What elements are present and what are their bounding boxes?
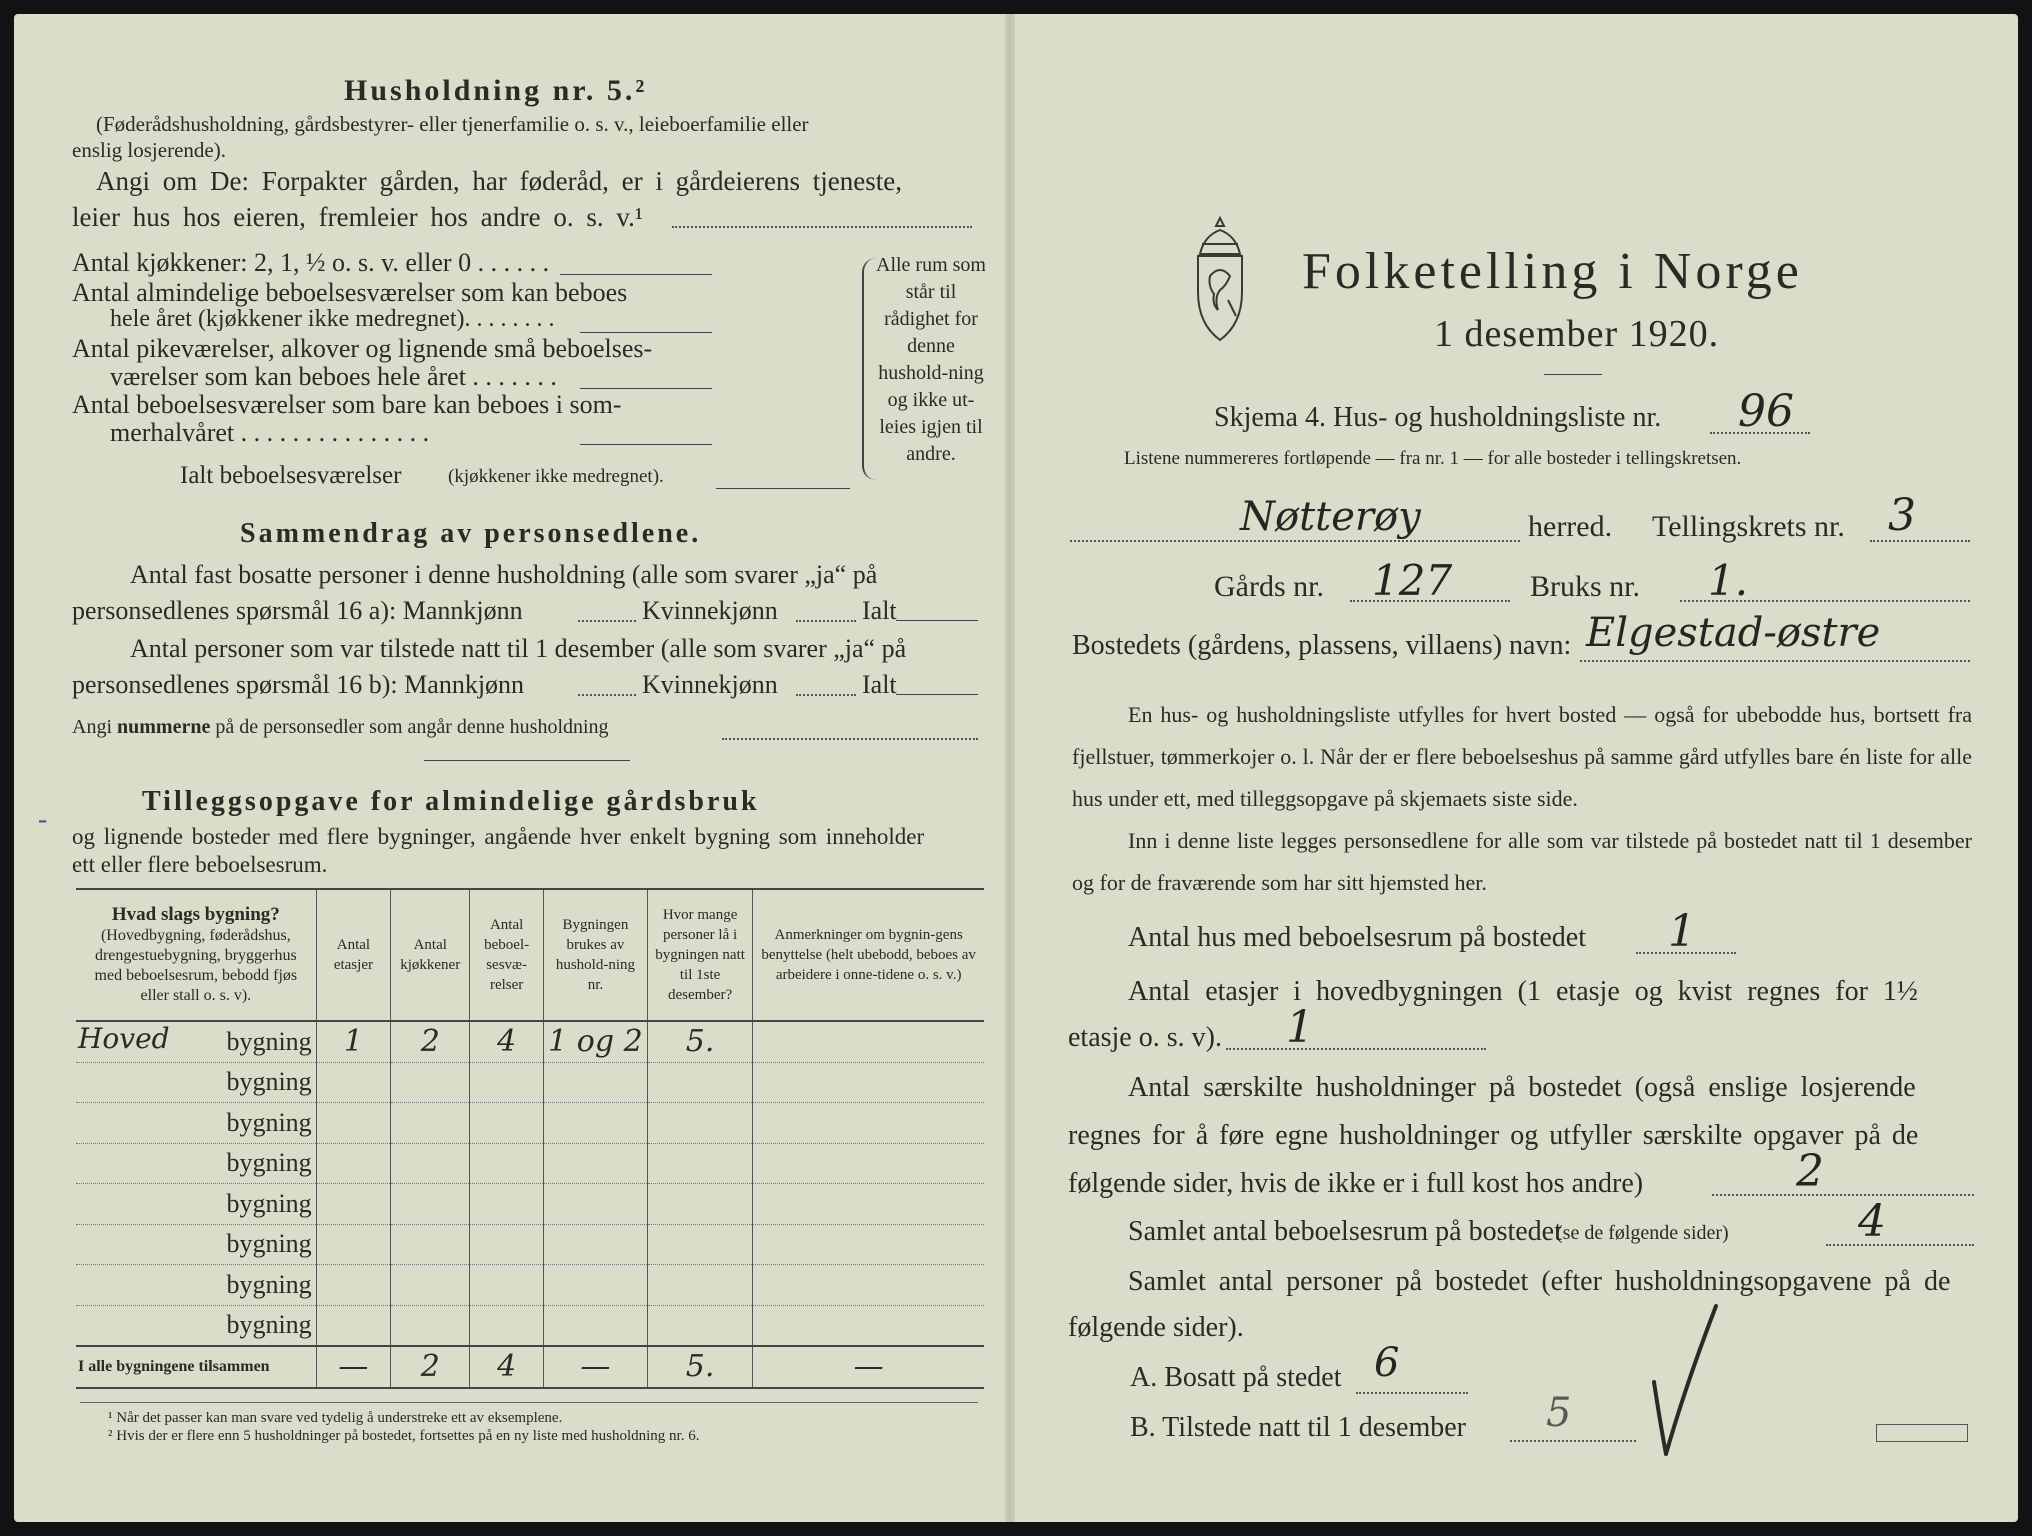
angi-nummer-bold: nummerne [117,716,211,738]
summary-2-men-line[interactable] [578,694,636,696]
skjema-number-line [1710,432,1810,434]
cell-rooms[interactable] [470,1224,544,1265]
cell-floors[interactable] [316,1103,390,1144]
q-rum-line [1826,1244,1974,1246]
row-label [76,1305,316,1346]
cell-household[interactable]: 1 og 2 [543,1021,647,1062]
cell-kitchens[interactable] [391,1305,470,1346]
cell-persons[interactable] [647,1103,752,1144]
herred-line [1070,540,1520,542]
cell-floors[interactable]: 1 [316,1021,390,1062]
building-name[interactable]: Hoved [78,1022,170,1055]
angi-nummer-line[interactable] [722,738,978,740]
table-row[interactable] [76,1224,984,1265]
summer-rooms-answer-line[interactable] [580,444,712,445]
ordinary-rooms-label-2: hele året (kjøkkener ikke medregnet). . . . . . . . [110,306,555,332]
total-floors[interactable]: — [316,1346,390,1388]
building-word: bygning [226,1188,312,1218]
cell-household[interactable] [543,1103,647,1144]
cell-kitchens[interactable] [391,1143,470,1184]
angi-line-2: leier hus hos eieren, fremleier hos andre o. s. v.¹ [72,202,643,232]
instruction-paragraph-2: Inn i denne liste legges personsedlene for alle som var tilstede på bostedet natt til 1 desember og for de fraværende som har sitt hjemsted her. [1072,828,1972,895]
cell-persons[interactable] [647,1265,752,1306]
building-word: bygning [226,1026,312,1056]
cell-floors[interactable] [316,1265,390,1306]
q-etasjer-value[interactable]: 1 [1286,1002,1314,1053]
col-building-type-title: Hvad slags bygning? [111,903,280,925]
table-row[interactable] [76,1021,984,1062]
cell-persons[interactable] [647,1224,752,1265]
gards-line [1350,600,1510,602]
q-rum-label: Samlet antal beboelsesrum på bostedet [1128,1216,1562,1247]
cell-rooms[interactable] [470,1143,544,1184]
cell-floors[interactable] [316,1305,390,1346]
a-label: A. Bosatt på stedet [1130,1362,1342,1393]
gards-label: Gårds nr. [1214,570,1324,603]
q-pers-label-1: Samlet antal personer på bostedet (efter husholdningsopgavene på de [1128,1266,1951,1297]
bruks-value[interactable]: 1. [1708,556,1749,605]
building-word: bygning [226,1310,312,1340]
q-hush-label-2: regnes for å føre egne husholdninger og utfyller særskilte opgaver på de [1068,1120,1919,1151]
cell-rooms[interactable] [470,1305,544,1346]
page-fold [1005,14,1015,1522]
footnote-2: ² Hvis der er flere enn 5 husholdninger på bostedet, fortsettes på en ny liste med husholdning nr. 6. [108,1428,700,1444]
a-value[interactable]: 6 [1374,1340,1400,1386]
rooms-brace [862,258,876,480]
row-label [76,1265,316,1306]
summary-1-total-label: Ialt [862,596,897,625]
listene-note: Listene nummereres fortløpende — fra nr. 1 — for alle bosteder i tellingskretsen. [1124,448,1742,469]
cell-kitchens[interactable] [391,1184,470,1225]
row-label [76,1062,316,1103]
household-heading: Husholdning nr. 5.² [344,74,648,107]
table-row[interactable] [76,1305,984,1346]
angi-nummer-label-2: på de personsedler som angår denne husholdning [215,716,609,738]
summary-line-2b: personsedlenes spørsmål 16 b): Mannkjønn [72,670,525,699]
q-pers-label-2: følgende sider). [1068,1312,1244,1343]
total-rooms-note: (kjøkkener ikke medregnet). [448,466,664,487]
total-remarks[interactable]: — [753,1346,984,1388]
ordinary-rooms-answer-line[interactable] [580,332,712,333]
building-word: bygning [226,1269,312,1299]
maid-rooms-answer-line[interactable] [580,388,712,389]
q-hus-line [1636,952,1736,954]
total-kitchens[interactable]: 2 [391,1346,470,1388]
intro-note-1: (Føderådshusholdning, gårdsbestyrer- eller tjenerfamilie o. s. v., leieboerfamilie eller [96,112,809,136]
maid-rooms-label-2: værelser som kan beboes hele året . . . . . . . [110,362,557,391]
total-persons[interactable]: 5. [647,1346,752,1388]
section-divider [424,760,630,761]
summary-line-1b: personsedlenes spørsmål 16 a): Mannkjønn [72,596,523,625]
table-row[interactable] [76,1184,984,1225]
col-rooms: Antal beboel-sesvæ-relser [470,889,544,1021]
herred-label: herred. [1528,510,1613,543]
cell-floors[interactable] [316,1224,390,1265]
total-rooms-answer-line[interactable] [716,488,850,489]
bosted-line [1580,660,1970,662]
herred-value[interactable]: Nøtterøy [1240,494,1421,540]
q-etasjer-label-2: etasje o. s. v). [1068,1022,1222,1053]
footnote-divider [80,1402,978,1403]
q-rum-value[interactable]: 4 [1858,1196,1886,1247]
angi-answer-line[interactable] [672,226,972,228]
tillegg-line-1: og lignende bosteder med flere bygninger, angående hver enkelt bygning som inneholder [72,824,925,849]
cell-remarks[interactable] [753,1062,984,1103]
col-household: Bygningen brukes av hushold-ning nr. [543,889,647,1021]
a-line [1356,1392,1468,1394]
skjema-number[interactable]: 96 [1738,386,1794,437]
col-building-type-sub: (Hovedbygning, føderådshus, drengestuebygning, bryggerhus med beboelsesrum, bebodd fjøs eller stall o. s. v). [94,926,298,1004]
cell-household[interactable] [543,1305,647,1346]
cell-floors[interactable] [316,1143,390,1184]
cell-persons[interactable] [647,1184,752,1225]
cell-household[interactable] [543,1143,647,1184]
summer-rooms-label-2: merhalvåret . . . . . . . . . . . . . . . [110,418,430,447]
coat-of-arms-icon [1178,214,1262,350]
summary-2-total-label: Ialt [862,670,897,699]
ordinary-rooms-label-1: Antal almindelige beboelsesværelser som kan beboes [72,278,628,307]
check-mark-icon [1640,1300,1730,1470]
cell-remarks[interactable] [753,1103,984,1144]
kitchens-label: Antal kjøkkener: 2, 1, ½ o. s. v. eller 0 . . . . . . [72,248,550,277]
summary-1-women-line[interactable] [796,620,856,622]
col-remarks: Anmerkninger om bygnin-gens benyttelse (helt ubebodd, beboes av arbeidere i onne-tidene o. s. v.) [753,889,984,1021]
margin-mark: - [38,804,48,835]
summary-2-women-line[interactable] [796,694,856,696]
cell-rooms[interactable] [470,1062,544,1103]
summary-2-total-line[interactable] [896,694,978,695]
q-hush-label-1: Antal særskilte husholdninger på bostedet (også enslige losjerende [1128,1072,1916,1103]
krets-line [1870,540,1970,542]
cell-persons[interactable]: 5. [647,1021,752,1062]
gards-value[interactable]: 127 [1372,556,1453,605]
col-floors: Antal etasjer [316,889,390,1021]
col-persons: Hvor mange personer lå i bygningen natt til 1ste desember? [647,889,752,1021]
bruks-label: Bruks nr. [1530,570,1641,603]
title-divider [1544,374,1602,375]
q-hush-label-3: følgende sider, hvis de ikke er i full kost hos andre) [1068,1168,1644,1199]
cell-kitchens[interactable]: 2 [391,1021,470,1062]
rooms-side-note: Alle rum som står til rådighet for denne hushold-ning og ikke ut-leies igjen til andre. [876,254,986,465]
cell-rooms[interactable] [470,1103,544,1144]
row-label [76,1224,316,1265]
census-title: Folketelling i Norge [1302,243,1803,300]
table-row[interactable] [76,1265,984,1306]
col-kitchens: Antal kjøkkener [391,889,470,1021]
intro-note-2: enslig losjerende). [72,138,226,162]
cell-remarks[interactable] [753,1021,984,1062]
row-label [76,1103,316,1144]
bosted-value[interactable]: Elgestad-østre [1586,610,1881,656]
cell-persons[interactable] [647,1062,752,1103]
b-label: B. Tilstede natt til 1 desember [1130,1412,1466,1443]
q-hus-label: Antal hus med beboelsesrum på bostedet [1128,922,1587,953]
cell-persons[interactable] [647,1143,752,1184]
cell-remarks[interactable] [753,1265,984,1306]
skjema-label: Skjema 4. Hus- og husholdningsliste nr. [1214,402,1662,433]
cell-household[interactable] [543,1224,647,1265]
cell-remarks[interactable] [753,1224,984,1265]
building-word: bygning [226,1148,312,1178]
table-total-row[interactable] [76,1346,984,1388]
cell-rooms[interactable] [470,1184,544,1225]
bruks-line [1680,600,1970,602]
cell-floors[interactable] [316,1062,390,1103]
tillegg-heading: Tilleggsopgave for almindelige gårdsbruk [142,786,760,817]
cell-remarks[interactable] [753,1305,984,1346]
summary-1-men-line[interactable] [578,620,636,622]
row-label [76,1021,316,1062]
cell-rooms[interactable] [470,1265,544,1306]
q-hus-value[interactable]: 1 [1668,906,1696,957]
summary-heading: Sammendrag av personsedlene. [240,518,702,549]
maid-rooms-label-1: Antal pikeværelser, alkover og lignende små beboelses- [72,334,653,363]
summary-line-1a: Antal fast bosatte personer i denne husholdning (alle som svarer „ja“ på [130,560,878,589]
q-etasjer-label-1: Antal etasjer i hovedbygningen (1 etasje og kvist regnes for 1½ [1128,976,1918,1007]
cell-household[interactable] [543,1265,647,1306]
row-label [76,1143,316,1184]
total-label: I alle bygningene tilsammen [76,1346,316,1388]
angi-line-1: Angi om De: Forpakter gården, har føderåd, er i gårdeierens tjeneste, [96,166,902,196]
q-etasjer-line [1226,1048,1486,1050]
total-rooms-label: Ialt beboelsesværelser [180,462,402,489]
summary-1-women-label: Kvinnekjønn [642,596,778,625]
bosted-label: Bostedets (gårdens, plassens, villaens) navn: [1072,630,1572,661]
buildings-table [76,888,984,1389]
b-line [1510,1440,1636,1442]
summary-line-2a: Antal personer som var tilstede natt til 1 desember (alle som svarer „ja“ på [130,634,907,663]
table-row[interactable] [76,1103,984,1144]
cell-persons[interactable] [647,1305,752,1346]
summary-1-total-line[interactable] [896,620,978,621]
building-word: bygning [226,1229,312,1259]
q-rum-note: (se de følgende sider) [1556,1222,1729,1244]
b-value[interactable]: 5 [1546,1390,1572,1436]
summary-2-women-label: Kvinnekjønn [642,670,778,699]
cell-kitchens[interactable] [391,1224,470,1265]
cell-rooms[interactable]: 4 [470,1021,544,1062]
cell-kitchens[interactable] [391,1265,470,1306]
krets-label: Tellingskrets nr. [1652,510,1845,543]
tillegg-line-2: ett eller flere beboelsesrum. [72,852,328,877]
krets-value[interactable]: 3 [1888,490,1916,541]
cell-floors[interactable] [316,1184,390,1225]
total-rooms[interactable]: 4 [470,1346,544,1388]
summer-rooms-label-1: Antal beboelsesværelser som bare kan beboes i som- [72,390,622,419]
cell-remarks[interactable] [753,1184,984,1225]
angi-nummer-label-1: Angi [72,716,112,738]
total-household[interactable]: — [543,1346,647,1388]
q-hush-line [1712,1194,1974,1196]
cell-kitchens[interactable] [391,1103,470,1144]
col-building-type [76,889,316,1021]
footnote-1: ¹ Når det passer kan man svare ved tydelig å understreke ett av eksemplene. [108,1410,563,1426]
table-row[interactable] [76,1143,984,1184]
building-word: bygning [226,1107,312,1137]
census-date: 1 desember 1920. [1434,313,1720,355]
printer-stamp [1876,1424,1968,1442]
q-hush-value[interactable]: 2 [1796,1146,1824,1197]
building-word: bygning [226,1067,312,1097]
kitchens-answer-line[interactable] [560,274,712,275]
cell-remarks[interactable] [753,1143,984,1184]
cell-household[interactable] [543,1062,647,1103]
cell-household[interactable] [543,1184,647,1225]
row-label [76,1184,316,1225]
instruction-paragraph-1: En hus- og husholdningsliste utfylles for hvert bosted — også for ubebodde hus, bortsett fra fjellstuer, tømmerkojer o. l. Når der er flere beboelseshus på samme gård utfylles bare én liste for alle hus under ett, med tilleggsopgave på skjemaets siste side. [1072,702,1972,811]
cell-kitchens[interactable] [391,1062,470,1103]
table-row[interactable] [76,1062,984,1103]
